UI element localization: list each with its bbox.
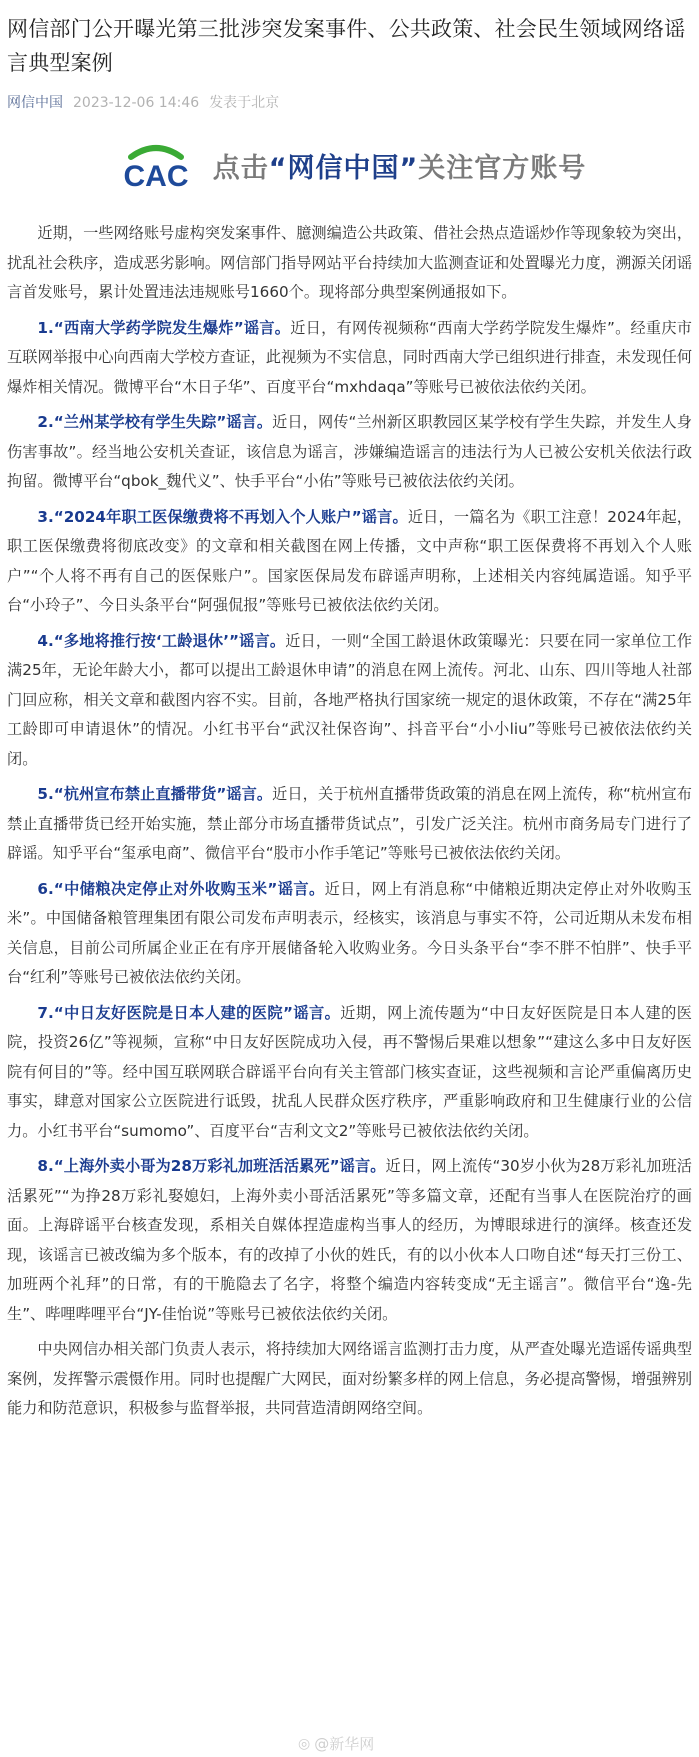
case-paragraph	[7, 627, 692, 775]
case-body: 近日，一则“全国工龄退休政策曝光：只要在同一家单位工作满25年，无论年龄大小，都可以提出工龄退休申请”的消息在网上流传。河北、山东、四川等地人社部门回应称，相关文章和截图内容不实。目前，各地严格执行国家统一规定的退休政策，不存在“满25年工龄即可申请退休”的情况。小红书平台“武汉社保咨询”、抖音平台“小小liu”等账号已被依法依约关闭。	[7, 631, 693, 768]
case-title: 2.“兰州某学校有学生失踪”谣言。	[37, 413, 273, 431]
case-paragraph	[7, 314, 692, 403]
source-watermark	[298, 1733, 374, 1754]
banner-prefix: 点击	[212, 152, 269, 184]
case-title: 1.“西南大学药学院发生爆炸”谣言。	[37, 318, 291, 337]
watermark-text: @新华网	[314, 1735, 375, 1753]
banner-brand: “网信中国”	[268, 152, 419, 184]
author-link[interactable]: 网信中国	[7, 95, 63, 111]
article-meta	[7, 93, 692, 113]
follow-banner[interactable]	[7, 139, 692, 191]
case-body: 近日，网上流传“30岁小伙为28万彩礼加班活活累死”“为挣28万彩礼娶媳妇，上海外卖小哥活活累死”等多篇文章，还配有当事人在医院治疗的画面。上海辟谣平台核查发现，系相关自媒体捏造虚构当事人的经历，为博眼球进行的演绎。核查还发现，该谣言已被改编为多个版本，有的改掉了小伙的姓氏，有的以小伙本人口吻自述“每天打三份工、加班两个礼拜”的日常，有的干脆隐去了名字，将整个编造内容转变成“无主谣言”。微信平台“逸-先生”、哔哩哔哩平台“JY-佳怡说”等账号已被依法依约关闭。	[7, 1157, 692, 1323]
case-title: 8.“上海外卖小哥为28万彩礼加班活活累死”谣言。	[37, 1157, 386, 1175]
case-body: 近日，一篇名为《职工注意！2024年起，职工医保缴费将彻底改变》的文章和相关截图在网上传播，文中声称“职工医保费将不再划入个人账户”“个人将不再有自己的医保账户”。国家医保局发布辟谣声明称，上述相关内容纯属造谣。知乎平台“小玲子”、今日头条平台“阿强侃报”等账号已被依法依约关闭。	[7, 507, 692, 614]
case-paragraph	[7, 408, 692, 497]
closing-paragraph: 中央网信办相关部门负责人表示，将持续加大网络谣言监测打击力度，从严查处曝光造谣传谣典型案例，发挥警示震慑作用。同时也提醒广大网民，面对纷繁多样的网上信息，务必提高警惕，增强辨别能力和防范意识，积极参与监督举报，共同营造清朗网络空间。	[7, 1340, 692, 1417]
case-body: 近日，有网传视频称“西南大学药学院发生爆炸”。经重庆市互联网举报中心向西南大学校方查证，此视频为不实信息，同时西南大学已组织进行排查，未发现任何爆炸相关情况。微博平台“木日子华”、百度平台“mxhdaqa”等账号已被依法依约关闭。	[7, 318, 692, 396]
case-title: 5.“杭州宣布禁止直播带货”谣言。	[37, 785, 273, 803]
case-paragraph	[7, 780, 692, 869]
case-title: 4.“多地将推行按‘工龄退休’”谣言。	[37, 631, 286, 650]
case-paragraph	[7, 999, 692, 1147]
case-body: 近日，网传“兰州新区职教园区某学校有学生失踪，并发生人身伤害事故”。经当地公安机关查证，该信息为谣言，涉嫌编造谣言的违法行为人已被公安机关依法行政拘留。微博平台“qbok_魏代义”、快手平台“小佑”等账号已被依法依约关闭。	[7, 413, 692, 490]
case-title: 3.“2024年职工医保缴费将不再划入个人账户”谣言。	[37, 507, 408, 526]
follow-banner-text	[213, 146, 587, 185]
case-paragraph	[7, 1152, 692, 1329]
case-paragraph	[7, 875, 692, 993]
svg-text:CAC: CAC	[123, 160, 189, 191]
publish-location: 发表于北京	[209, 95, 280, 111]
article-title: 网信部门公开曝光第三批涉突发案事件、公共政策、社会民生领域网络谣言典型案例	[7, 17, 686, 75]
article-body	[7, 219, 692, 1424]
weibo-icon: ◎	[298, 1735, 311, 1752]
case-body: 近期，网上流传题为“中日友好医院是日本人建的医院，投资26亿”等视频，宣称“中日友好医院成功入侵，再不警惕后果难以想象”“建这么多中日友好医院有何目的”等。经中国互联网联合辟谣平台向有关主管部门核实查证，这些视频和言论严重偏离历史事实，肆意对国家公立医院进行诋毁，扰乱人民群众医疗秩序，严重影响政府和卫生健康行业的公信力。小红书平台“sumomo”、百度平台“吉利文文2”等账号已被依法依约关闭。	[7, 1003, 692, 1140]
case-paragraph	[7, 503, 692, 621]
case-body: 近日，关于杭州直播带货政策的消息在网上流传，称“杭州宣布禁止直播带货已经开始实施，禁止部分市场直播带货试点”，引发广泛关注。杭州市商务局专门进行了辟谣。知乎平台“玺承电商”、微信平台“股市小作手笔记”等账号已被依法依约关闭。	[7, 785, 692, 862]
case-body: 近日，网上有消息称“中储粮近期决定停止对外收购玉米”。中国储备粮管理集团有限公司发布声明表示，经核实，该消息与事实不符，公司近期从未发布相关信息，目前公司所属企业正在有序开展储备轮入收购业务。今日头条平台“李不胖不怕胖”、快手平台“红利”等账号已被依法依约关闭。	[7, 879, 692, 986]
case-title: 7.“中日友好医院是日本人建的医院”谣言。	[37, 1003, 341, 1022]
banner-suffix: 关注官方账号	[418, 152, 587, 184]
intro-paragraph: 近期，一些网络账号虚构突发案事件、臆测编造公共政策、借社会热点造谣炒作等现象较为突出，扰乱社会秩序，造成恶劣影响。网信部门指导网站平台持续加大监测查证和处置曝光力度，溯源关闭谣言首发账号，累计处置违法违规账号1660个。现将部分典型案例通报如下。	[7, 224, 692, 301]
case-title: 6.“中储粮决定停止对外收购玉米”谣言。	[37, 879, 325, 898]
cac-logo-icon	[113, 139, 199, 191]
publish-date: 2023-12-06 14:46	[73, 95, 200, 111]
